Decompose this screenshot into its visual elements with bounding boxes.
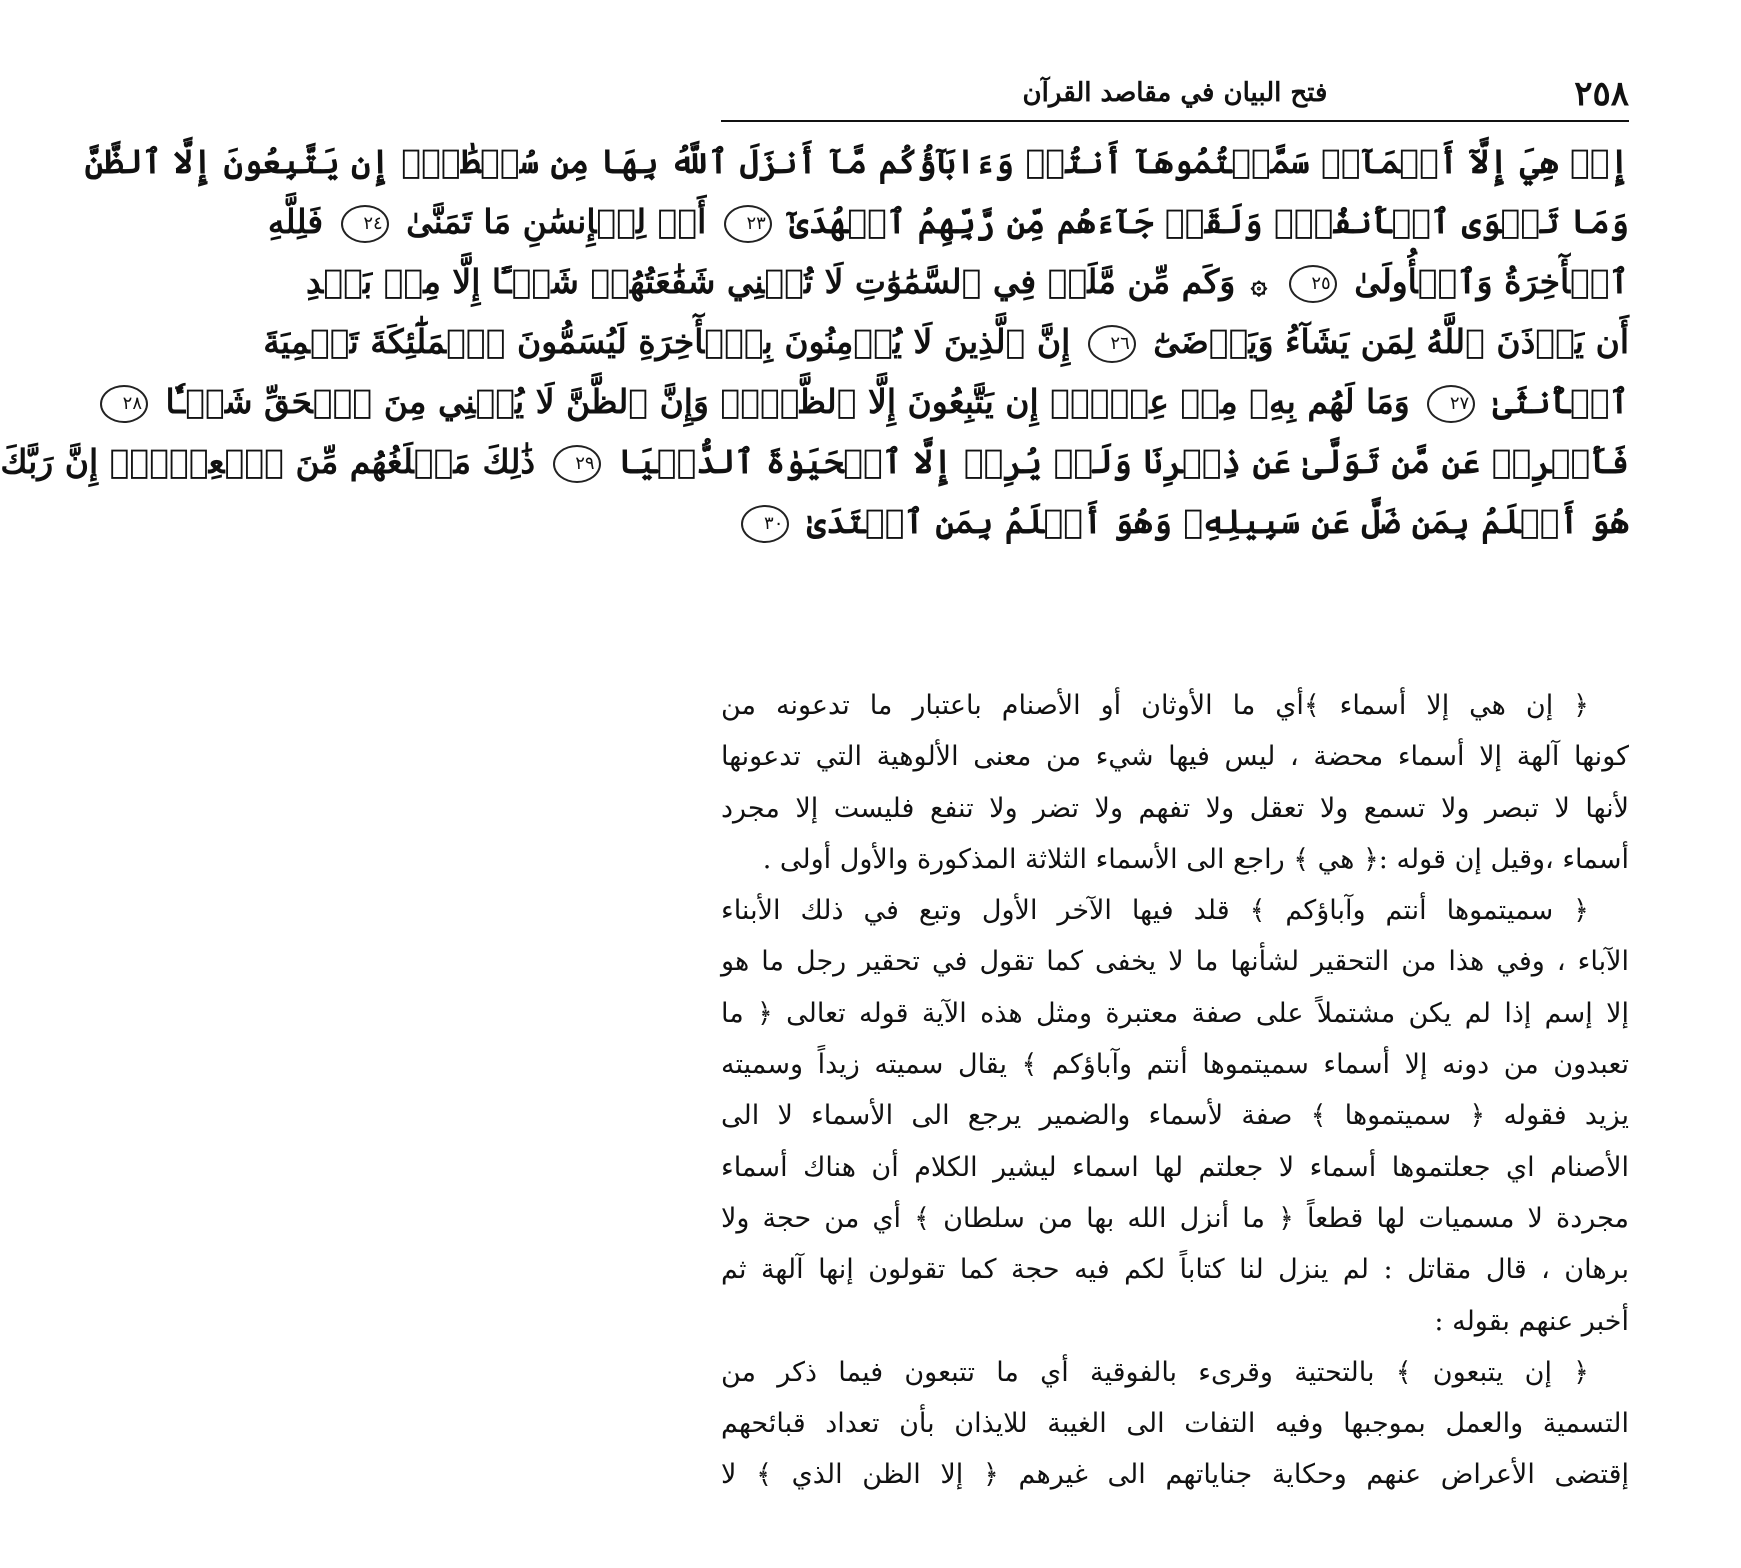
paragraph-line: تعبدون من دونه إلا أسماء سميتموها أنتم وآباؤكم ﴾ يقال سميته زيداً وسميته [721,1049,1629,1081]
verse-text: ٱلۡأٓخِرَةُ وَٱلۡأُولَىٰ [1354,262,1629,301]
verse-text: أَمۡ لِلۡإِنسَٰنِ مَا تَمَنَّىٰ [406,202,707,241]
paragraph-line: كونها آلهة إلا أسماء محضة ، ليس فيها شيء من معنى الألوهية التي تدعونها [721,741,1629,773]
paragraph-line: لأنها لا تبصر ولا تسمع ولا تعقل ولا تفهم ولا تضر ولا تنفع فليست إلا مجرد [721,792,1629,824]
tafsir-commentary [721,680,1629,1501]
paragraph-line: الآباء ، وفي هذا من التحقير لشأنها ما لا يخفى كما تقول في تحقير رجل ما هو [721,946,1629,978]
rub-el-hizb-icon: ۞ [1250,267,1268,300]
ayah-marker: ٣٠ [741,505,789,543]
ayah-marker: ٢٥ [1289,265,1337,303]
paragraph-line: إلا إسم إذا لم يكن مشتملاً على صفة معتبرة ومثل هذه الآية قوله تعالى ﴿ ما [721,997,1629,1029]
ayah-marker: ٢٩ [553,445,601,483]
quran-line [122,372,1629,432]
ayah-marker: ٢٦ [1088,325,1136,363]
quran-line [267,192,1629,252]
quran-line [306,252,1629,312]
paragraph-line: ﴿ إن يتبعون ﴾ بالتحتية وقرىء بالفوقية أي ما تتبعون فيما ذكر من [721,1356,1589,1388]
verse-text: فَلِلَّهِ [267,202,324,241]
paragraph-line: الأصنام اي جعلتموها أسماء لا جعلتم لها اسماء ليشير الكلام أن هناك أسماء [721,1151,1629,1183]
verse-text: إِنۡ هِيَ إِلَّآ أَسۡمَآءٞ سَمَّيۡتُمُوهَآ أَنتُمۡ وَءَابَآؤُكُم مَّآ أَنزَلَ ٱللَّهُ بِهَا مِن سُلۡطَٰنٍۚ إِن يَتَّبِعُونَ إِلَّا ٱلظَّنَّ [84,142,1629,181]
quran-line [84,132,1629,192]
ayah-marker: ٢٨ [100,385,148,423]
paragraph-line: برهان ، قال مقاتل : لم ينزل لنا كتاباً لكم فيه حجة كما تقولون إنها آلهة ثم [721,1254,1629,1286]
verse-text: إِنَّ ٱلَّذِينَ لَا يُؤۡمِنُونَ بِٱلۡأٓخِرَةِ لَيُسَمُّونَ ٱلۡمَلَٰٓئِكَةَ تَسۡمِيَةَ [263,322,1071,361]
paragraph-line: إقتضى الأعراض عنهم وحكاية جناياتهم الى غيرهم ﴿ إلا الظن الذي ﴾ لا [721,1459,1629,1491]
paragraph-line: ﴿ إن هي إلا أسماء ﴾أي ما الأوثان أو الأصنام باعتبار ما تدعونه من [721,690,1589,721]
page-header [721,62,1629,122]
verse-text: وَكَم مِّن مَّلَكٖ فِي ٱلسَّمَٰوَٰتِ لَا تُغۡنِي شَفَٰعَتُهُمۡ شَيۡـًٔا إِلَّا مِنۢ بَعۡدِ [306,262,1236,301]
ayah-marker: ٢٧ [1427,385,1475,423]
paragraph-line: أخبر عنهم بقوله : [1434,1305,1629,1337]
paragraph-line: يزيد فقوله ﴿ سميتموها ﴾ صفة لأسماء والضمير يرجع الى الأسماء لا الى [721,1100,1629,1132]
verse-text: وَمَا لَهُم بِهِۦ مِنۡ عِلۡمٍۖ إِن يَتَّبِعُونَ إِلَّا ٱلظَّنَّۖ وَإِنَّ ٱلظَّنَّ لَا يُغۡنِي مِنَ ٱلۡحَقِّ شَيۡـٔٗا [165,382,1410,421]
verse-text: ذَٰلِكَ مَبۡلَغُهُم مِّنَ ٱلۡعِلۡمِۚ إِنَّ رَبَّكَ [0,442,536,481]
verse-text: فَأَعۡرِضۡ عَن مَّن تَوَلَّىٰ عَن ذِكۡرِنَا وَلَمۡ يُرِدۡ إِلَّا ٱلۡحَيَوٰةَ ٱلدُّنۡيَا [618,442,1629,481]
quran-line [263,312,1629,372]
verse-text: أَن يَأۡذَنَ ٱللَّهُ لِمَن يَشَآءُ وَيَرۡضَىٰٓ [1153,322,1629,361]
quran-verses [0,132,1629,622]
quran-line [721,492,1629,552]
paragraph-line: ﴿ سميتموها أنتم وآباؤكم ﴾ قلد فيها الآخر الأول وتبع في ذلك الأبناء [721,895,1589,927]
paragraph-line: مجردة لا مسميات لها قطعاً ﴿ ما أنزل الله بها من سلطان ﴾ أي من حجة ولا [721,1202,1629,1234]
verse-text: هُوَ أَعۡلَمُ بِمَن ضَلَّ عَن سَبِيلِهِۦ وَهُوَ أَعۡلَمُ بِمَنِ ٱهۡتَدَىٰ [806,502,1629,541]
ayah-marker: ٢٣ [724,205,772,243]
ayah-marker: ٢٤ [341,205,389,243]
quran-line [0,432,1629,492]
paragraph-line: أسماء ،وقيل إن قوله :﴿ هي ﴾ راجع الى الأسماء الثلاثة المذكورة والأول أولى . [762,843,1629,875]
verse-text: ٱلۡأُنثَىٰ [1492,382,1629,421]
page-number: ٢٥٨ [1574,74,1629,114]
verse-text: وَمَا تَهۡوَى ٱلۡأَنفُسُۖ وَلَقَدۡ جَآءَهُم مِّن رَّبِّهِمُ ٱلۡهُدَىٰٓ [789,202,1629,241]
paragraph-line: التسمية والعمل بموجبها وفيه التفات الى الغيبة للايذان بأن تعداد قبائحهم [721,1408,1629,1440]
running-title: فتح البيان في مقاصد القرآن [1022,78,1328,108]
